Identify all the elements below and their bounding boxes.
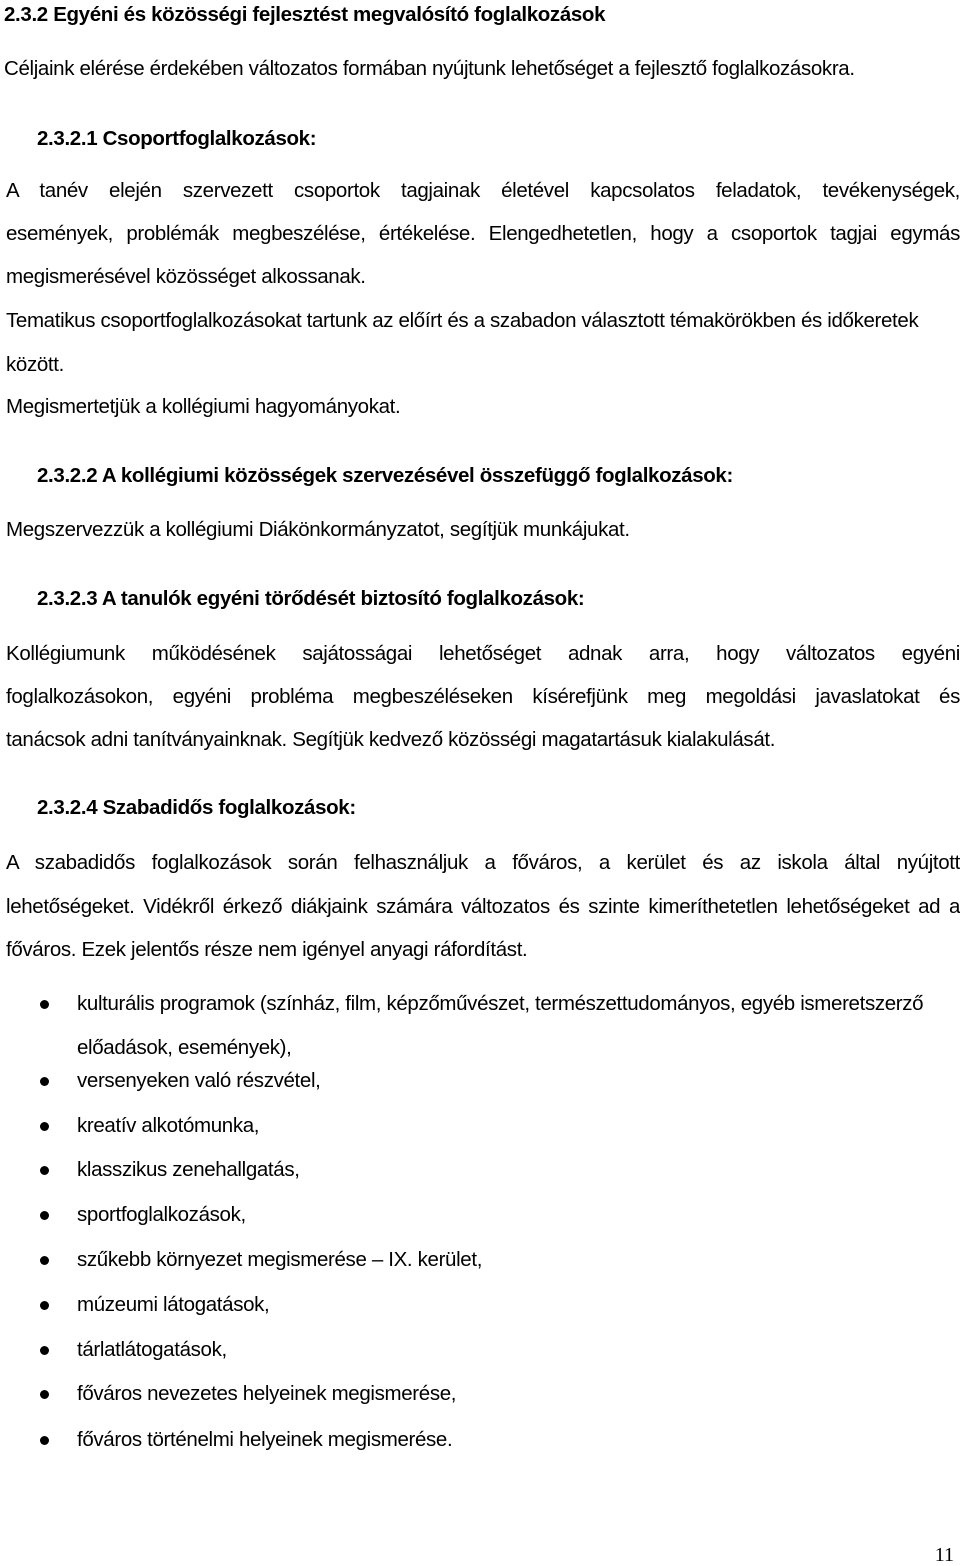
bullet-icon — [40, 1256, 49, 1265]
list-item: klasszikus zenehallgatás, — [77, 1158, 300, 1181]
list-item: versenyeken való részvétel, — [77, 1069, 321, 1092]
section-intro: Céljaink elérése érdekében változatos formában nyújtunk lehetőséget a fejlesztő foglalkozásokra. — [4, 57, 855, 80]
bullet-icon — [40, 1346, 49, 1355]
bullet-icon — [40, 1301, 49, 1310]
list-item: sportfoglalkozások, — [77, 1203, 246, 1226]
bullet-icon — [40, 1077, 49, 1086]
subsection-heading-4: 2.3.2.4 Szabadidős foglalkozások: — [37, 796, 356, 819]
bullet-icon — [40, 1390, 49, 1399]
bullet-icon — [40, 1211, 49, 1220]
page-number: 11 — [934, 1544, 954, 1566]
list-item-continuation: előadások, események), — [77, 1036, 292, 1059]
bullet-icon — [40, 1166, 49, 1175]
list-item: kulturális programok (színház, film, képzőművészet, természettudományos, egyéb ismeretszerző — [77, 992, 924, 1015]
subsection-heading-3: 2.3.2.3 A tanulók egyéni törődését biztosító foglalkozások: — [37, 587, 585, 610]
list-item: főváros történelmi helyeinek megismerése. — [77, 1428, 453, 1451]
paragraph-line: Kollégiumunk működésének sajátosságai lehetőséget adnak arra, hogy változatos egyéni — [6, 642, 960, 665]
bullet-icon — [40, 1000, 49, 1009]
paragraph-line: lehetőségeket. Vidékről érkező diákjaink számára változatos és szinte kimeríthetetlen lehetőségeket ad a — [6, 895, 960, 918]
paragraph-line: főváros. Ezek jelentős része nem igényel anyagi ráfordítást. — [6, 938, 528, 961]
paragraph-line: tanácsok adni tanítványainknak. Segítjük kedvező közösségi magatartásuk kialakulását. — [6, 728, 776, 751]
list-item: szűkebb környezet megismerése – IX. kerület, — [77, 1248, 483, 1271]
subsection-heading-1: 2.3.2.1 Csoportfoglalkozások: — [37, 127, 317, 150]
paragraph-line: foglalkozásokon, egyéni probléma megbeszéléseken kísérefjünk meg megoldási javaslatokat és — [6, 685, 960, 708]
paragraph-line: A szabadidős foglalkozások során felhasználjuk a főváros, a kerület és az iskola által nyújtott — [6, 851, 960, 874]
paragraph-line: A tanév elején szervezett csoportok tagjainak életével kapcsolatos feladatok, tevékenységek, — [6, 179, 960, 202]
bullet-icon — [40, 1122, 49, 1131]
list-item: múzeumi látogatások, — [77, 1293, 270, 1316]
paragraph-line: között. — [6, 353, 64, 376]
paragraph-line: megismerésével közösséget alkossanak. — [6, 265, 366, 288]
section-heading: 2.3.2 Egyéni és közösségi fejlesztést megvalósító foglalkozások — [4, 3, 606, 26]
list-item: kreatív alkotómunka, — [77, 1114, 260, 1137]
paragraph-line: Tematikus csoportfoglalkozásokat tartunk az előírt és a szabadon választott témakörökben és időkeretek — [6, 309, 919, 332]
paragraph-line: események, problémák megbeszélése, értékelése. Elengedhetetlen, hogy a csoportok tagjai egymás — [6, 222, 960, 245]
subsection-heading-2: 2.3.2.2 A kollégiumi közösségek szervezésével összefüggő foglalkozások: — [37, 464, 733, 487]
list-item: tárlatlátogatások, — [77, 1338, 227, 1361]
bullet-icon — [40, 1436, 49, 1445]
list-item: főváros nevezetes helyeinek megismerése, — [77, 1382, 457, 1405]
paragraph-line: Megszervezzük a kollégiumi Diákönkormányzatot, segítjük munkájukat. — [6, 518, 630, 541]
paragraph-line: Megismertetjük a kollégiumi hagyományokat. — [6, 395, 401, 418]
